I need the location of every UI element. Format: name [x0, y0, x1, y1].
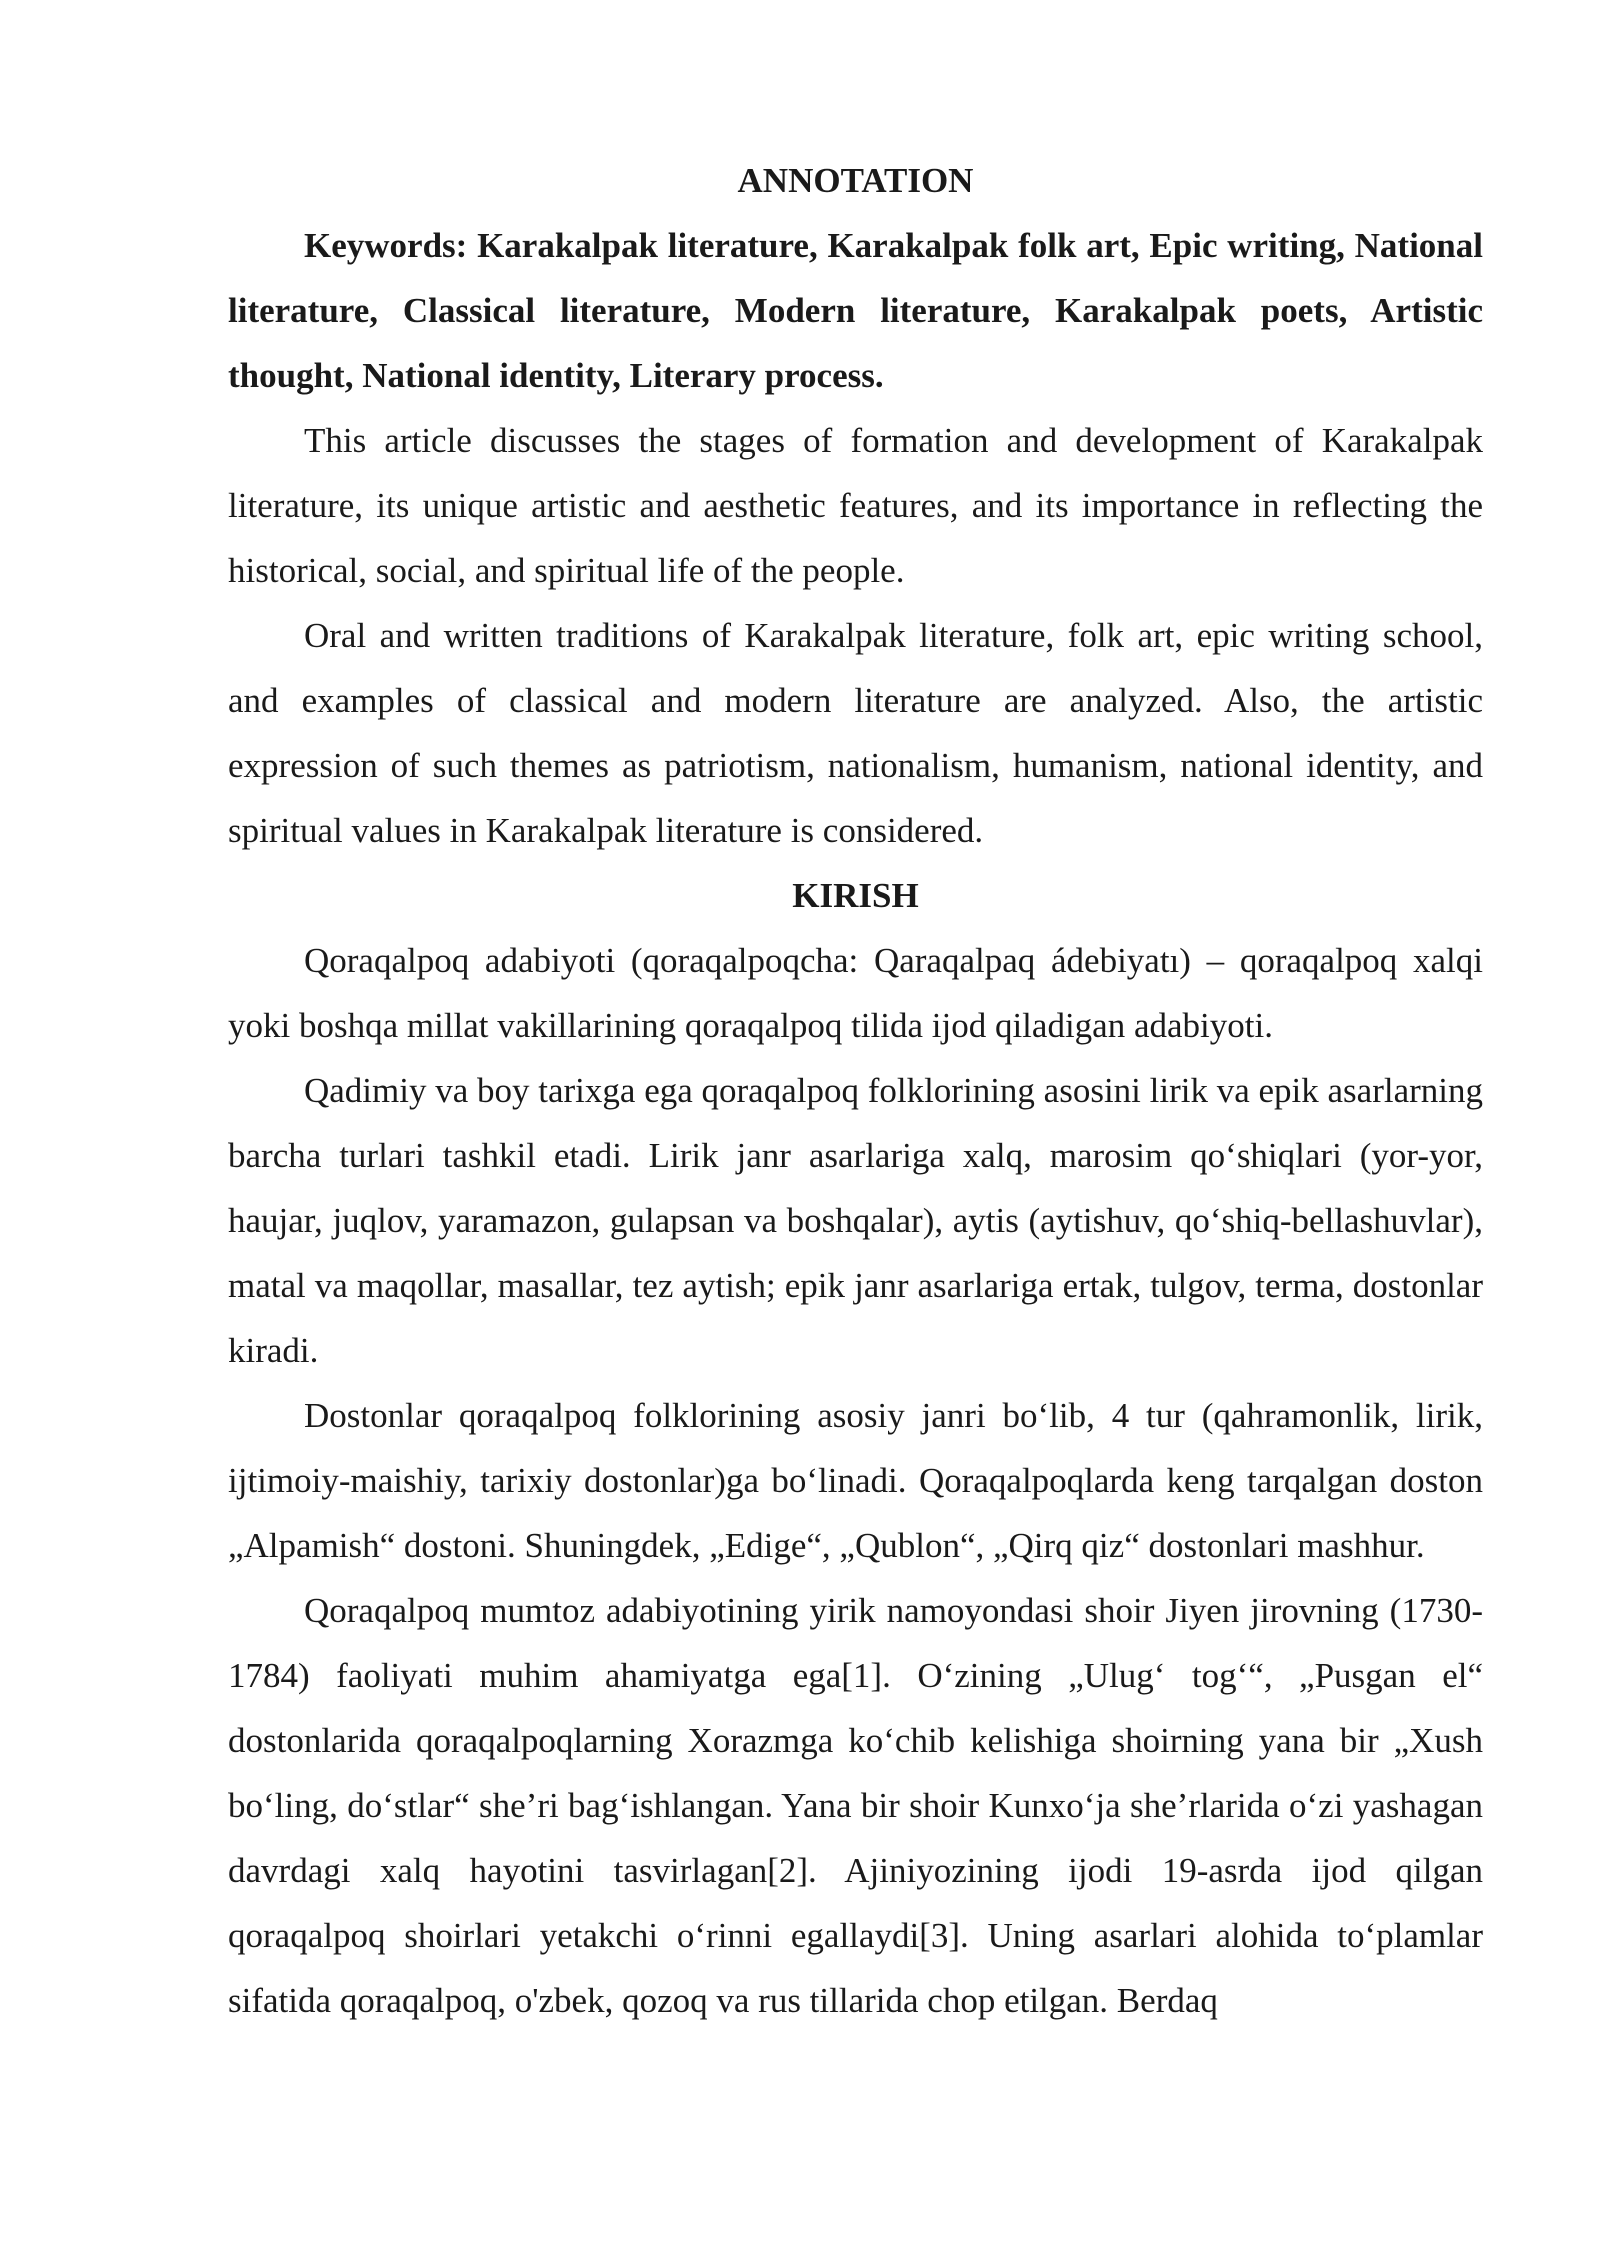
annotation-paragraph-2: Oral and written traditions of Karakalpak literature, folk art, epic writing school, and examples of classical and modern literature are analyzed. Also, the artistic expression of such themes as patriotism, nationalism, humanism, national identity, and spiritual values in Karakalpak literature is considered.: [228, 616, 1483, 850]
kirish-heading: KIRISH: [792, 876, 919, 915]
kirish-paragraph-4: Qoraqalpoq mumtoz adabiyotining yirik namoyondasi shoir Jiyen jirovning (1730-1784) faoliyati muhim ahamiyatga ega[1]. O‘zining „Ulug‘ tog‘“, „Pusgan el“ dostonlarida qoraqalpoqlarning Xorazmga ko‘chib kelishiga shoirning yana bir „Xush bo‘ling, do‘stlar“ she’ri bag‘ishlangan. Yana bir shoir Kunxo‘ja she’rlarida o‘zi yashagan davrdagi xalq hayotini tasvirlagan[2]. Ajiniyozining ijodi 19-asrda ijod qilgan qoraqalpoq shoirlari yetakchi o‘rinni egallaydi[3]. Uning asarlari alohida to‘plamlar sifatida qoraqalpoq, o'zbek, qozoq va rus tillarida chop etilgan. Berdaq: [228, 1591, 1483, 2020]
kirish-paragraph-3: Dostonlar qoraqalpoq folklorining asosiy janri bo‘lib, 4 tur (qahramonlik, lirik, ijtimoiy-maishiy, tarixiy dostonlar)ga bo‘linadi. Qoraqalpoqlarda keng tarqalgan doston „Alpamish“ dostoni. Shuningdek, „Edige“, „Qublon“, „Qirq qiz“ dostonlari mashhur.: [228, 1396, 1483, 1565]
kirish-paragraph-2: Qadimiy va boy tarixga ega qoraqalpoq folklorining asosini lirik va epik asarlarning barcha turlari tashkil etadi. Lirik janr asarlariga xalq, marosim qo‘shiqlari (yor-yor, haujar, juqlov, yaramazon, gulapsan va boshqalar), aytis (aytishuv, qo‘shiq-bellashuvlar), matal va maqollar, masallar, tez aytish; epik janr asarlariga ertak, tulgov, terma, dostonlar kiradi.: [228, 1071, 1483, 1370]
keywords-paragraph: Keywords: Karakalpak literature, Karakalpak folk art, Epic writing, National literature, Classical literature, Modern literature, Karakalpak poets, Artistic thought, National identity, Literary process.: [228, 226, 1483, 395]
kirish-paragraph-1: Qoraqalpoq adabiyoti (qoraqalpoqcha: Qaraqalpaq ádebiyatı) – qoraqalpoq xalqi yoki boshqa millat vakillarining qoraqalpoq tilida ijod qiladigan adabiyoti.: [228, 941, 1483, 1045]
annotation-paragraph-1: This article discusses the stages of formation and development of Karakalpak literature, its unique artistic and aesthetic features, and its importance in reflecting the historical, social, and spiritual life of the people.: [228, 421, 1483, 590]
document-page: [228, 148, 1483, 2033]
annotation-heading: ANNOTATION: [737, 161, 974, 200]
